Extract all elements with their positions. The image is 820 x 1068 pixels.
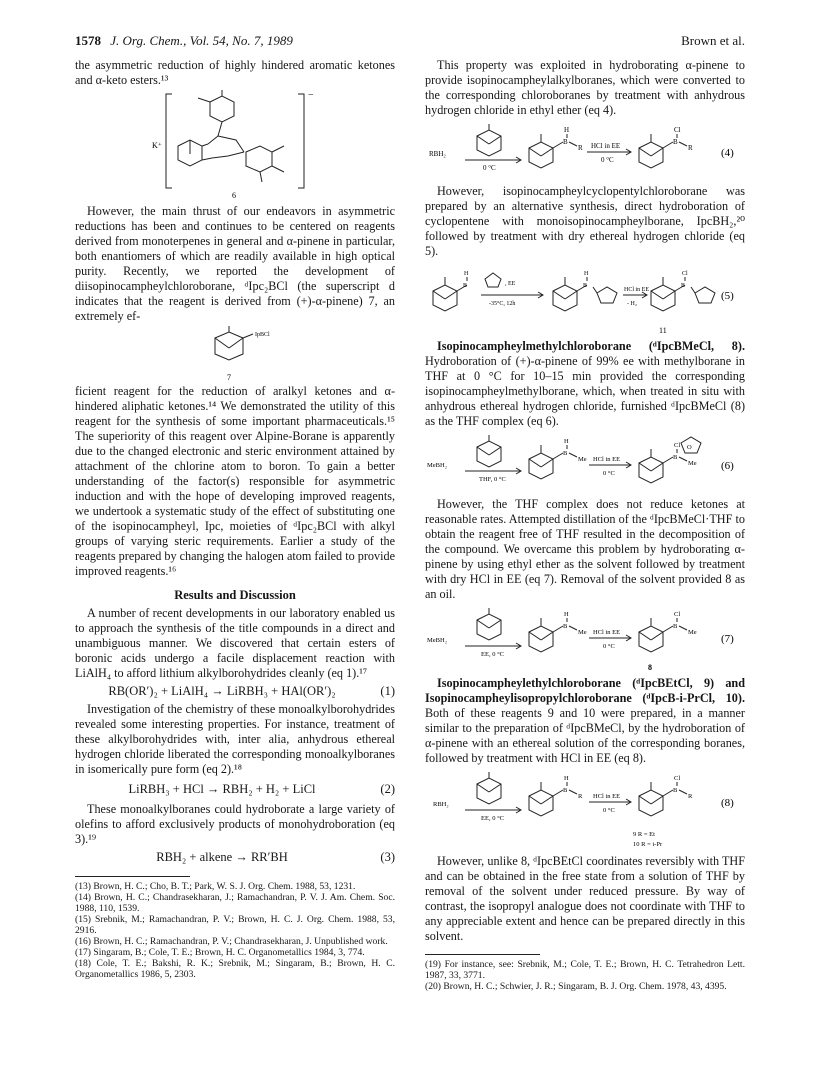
right-paragraph-5: [425, 676, 745, 766]
eq-5-h-label-1: H: [464, 271, 469, 277]
right-paragraph-2: However, isopinocampheylcyclopentylchloroborane was prepared by an alternative synthesis, direct hydroboration of cyclopentene with monoisopinocampheylborane, IpcBH₂,²⁰ followed by treatment with dry ethereal hydrogen chloride (eq 5).: [425, 184, 745, 258]
eq-8-h-label: H: [564, 775, 569, 782]
right-paragraph-5-lead: Isopinocampheylethylchloroborane (ᵈIpcBEtCl, 9) and Isopinocampheylisopropylchloroborane (ᵈIpcB-i-PrCl, 10).: [425, 676, 745, 705]
running-header: [75, 33, 745, 49]
structure-7: [175, 324, 295, 384]
header-left: [75, 33, 293, 49]
eq-5-h-label-2: H: [584, 271, 589, 277]
eq-4-h-label: H: [564, 126, 570, 134]
equation-1-number: (1): [380, 684, 395, 698]
eq-5-b-label-2: B: [583, 283, 588, 289]
eq-7-cl-label: Cl: [674, 611, 681, 618]
left-paragraph-4: A number of recent developments in our laboratory enabled us to approach the synthesis of the title compounds in a direct and unambiguous manner. We discovered that certain esters of boronic acids undergo a facile displacement reaction with LiAlH₄ to afford lithium alkylborohydrides cleanly (eq 1).¹⁷: [75, 606, 395, 680]
right-paragraph-3-lead: Isopinocampheylmethylchloroborane (ᵈIpcBMeCl, 8).: [437, 339, 745, 353]
eq-6-thf-oxygen: O: [687, 444, 692, 451]
left-paragraph-6: These monoalkylboranes could hydroborate a large variety of olefins to afford exclusively products of monohydroboration (eq 3).¹⁹: [75, 802, 395, 846]
eq-7-reagent: MeBH₂: [427, 637, 447, 644]
equation-3-number: (3): [380, 850, 395, 864]
eq-4-r-label-1: R: [578, 144, 583, 152]
eq-8-reagent-2: HCl in EE: [593, 793, 621, 800]
eq-8-compound-10: 10 R = i-Pr: [633, 841, 663, 848]
eq-6-h-label: H: [564, 438, 569, 445]
equation-1-text: RB(OR′)₂ + LiAlH₄ → LiRBH₃ + HAl(OR′)₂: [108, 684, 336, 698]
eq-8-condition-1: EE, 0 °C: [481, 815, 505, 822]
eq-4-b-label-2: B: [673, 138, 678, 146]
equation-2: [75, 781, 395, 798]
left-column: [75, 58, 395, 980]
eq-6-b-label-1: B: [563, 450, 568, 457]
footnote-17: (17) Singaram, B.; Cole, T. E.; Brown, H. C. Organometallics 1984, 3, 774.: [75, 947, 365, 958]
right-paragraph-3-body: Hydroboration of (+)-α-pinene of 99% ee with methylborane in THF at 0 °C for 10–15 min provided the corresponding isopinocampheylmethylborane, which, when treated in situ with anhydrous ethereal hydrogen chloride, furnished ᵈIpcBMeCl (8) as the THF complex (eq 6).: [425, 354, 745, 428]
eq-5-compound-label: 11: [659, 326, 667, 335]
eq-5-condition-1: -35°C, 12h: [489, 301, 516, 307]
structure-6: [150, 88, 320, 200]
eq-4-reagent: RBH₂: [429, 150, 446, 158]
eq-8-cl-label: Cl: [674, 775, 681, 782]
footnote-19: (19) For instance, see: Srebnik, M.; Cole, T. E.; Brown, H. C. Tetrahedron Lett. 1987, 33, 3771.: [425, 959, 745, 981]
eq-6-cl-label: Cl: [674, 442, 681, 449]
eq-7-me-label-1: Me: [578, 629, 587, 636]
eq-5-reagent-2: HCl in EE: [624, 287, 649, 293]
eq-4-condition-1: 0 °C: [483, 164, 496, 172]
eq-5-solvent: , EE: [505, 281, 516, 287]
right-paragraph-6: However, unlike 8, ᵈIpcBEtCl coordinates reversibly with THF and can be obtained in the free state from a solution of THF by removal of the solvent under reduced pressure. By way of contrast, the isopropyl analogue does not coordinate with THF to any appreciable extent and hence can be prepared directly in this solvent.: [425, 854, 745, 943]
eq-5-b-label-3: B: [681, 283, 686, 289]
left-paragraph-5: Investigation of the chemistry of these monoalkylborohydrides revealed some interesting properties. For instance, treatment of these alkylborohydrides with, inter alia, anhydrous ethereal hydrogen chloride liberated the corresponding monoalkylboranes in isomerically pure form (eq 2).¹⁸: [75, 702, 395, 776]
structure-6-potassium: K⁺: [152, 141, 162, 150]
equation-1: [75, 683, 395, 700]
footnote-rule: [75, 876, 190, 877]
eq-6-number: (6): [721, 460, 734, 472]
eq-6-reagent: MeBH₂: [427, 462, 447, 469]
footnote-16: (16) Brown, H. C.; Ramachandran, P. V.; Chandrasekharan, J. Unpublished work.: [75, 936, 388, 947]
right-paragraph-3: [425, 339, 745, 429]
eq-4-reagent-2: HCl in EE: [591, 142, 621, 150]
eq-7-condition-2: 0 °C: [603, 643, 615, 650]
eq-7-compound-label: 8: [648, 663, 652, 672]
eq-8-number: (8): [721, 797, 734, 809]
eq-7-me-label-2: Me: [688, 629, 697, 636]
eq-7-reagent-2: HCl in EE: [593, 629, 621, 636]
page-number: 1578: [75, 33, 101, 48]
footnote-13: (13) Brown, H. C.; Cho, B. T.; Park, W. S. J. Org. Chem. 1988, 53, 1231.: [75, 881, 356, 892]
eq-5-b-label-1: B: [463, 283, 468, 289]
scheme-eq-5: [425, 263, 745, 339]
eq-7-b-label-2: B: [673, 623, 678, 630]
equation-3: [75, 849, 395, 866]
eq-5-cl-label: Cl: [682, 271, 688, 277]
header-authors: Brown et al.: [681, 33, 745, 48]
eq-8-reagent: RBH₂: [433, 801, 449, 808]
eq-4-b-label: B: [563, 138, 568, 146]
eq-8-b-label-1: B: [563, 787, 568, 794]
equation-3-text: RBH₂ + alkene → RR′BH: [156, 850, 288, 864]
eq-4-r-label-2: R: [688, 144, 693, 152]
eq-7-condition-1: EE, 0 °C: [481, 651, 505, 658]
footnote-15: (15) Srebnik, M.; Ramachandran, P. V.; Brown, H. C. J. Org. Chem. 1988, 53, 2916.: [75, 914, 395, 936]
eq-5-condition-2: - H₂: [627, 301, 637, 307]
structure-6-label: 6: [232, 191, 236, 200]
eq-7-number: (7): [721, 633, 734, 645]
equation-2-number: (2): [380, 782, 395, 796]
left-paragraph-3: ficient reagent for the reduction of aralkyl ketones and α-hindered aliphatic ketones.¹⁴ We demonstrated the utility of this reagent for the synthesis of some important pharmaceuticals.¹⁵ The superiority of this reagent over Alpine-Borane is apparently due to the changed electronic and steric environment attained by attachment of the chlorine atom to boron. To gain a better understanding of the factor(s) responsible for asymmetric induction and with the hope of developing improved reagents, we undertook a systematic study of the effect of substituting one of the isopinocampheyl, Ipc, moieties of ᵈIpc₂BCl with alkyl groups of varying steric requirements. Earlier a study of the reagents prepared by changing the halogen atom failed to provide improved reagents.¹⁶: [75, 384, 395, 578]
footnote-20: (20) Brown, H. C.; Schwier, J. R.; Singaram, B. J. Org. Chem. 1978, 43, 4395.: [425, 981, 727, 992]
eq-8-b-label-2: B: [673, 787, 678, 794]
right-column: [425, 58, 745, 992]
right-paragraph-1: This property was exploited in hydroborating α-pinene to provide isopinocampheylalkylboranes, which were converted to the corresponding chloroboranes by treatment with anhydrous hydrogen chloride in ethyl ether (eq 4).: [425, 58, 745, 117]
eq-8-r-label-1: R: [578, 793, 583, 800]
eq-6-condition-1: THF, 0 °C: [479, 476, 506, 483]
section-title: Results and Discussion: [174, 588, 296, 602]
left-paragraph-2: However, the main thrust of our endeavors in asymmetric reductions has been and continues to be centered on reagents derived from monoterpenes in general and α-pinene in particular, both enantiomers of which are readily available in high optical purity. Recently, we reported the development of diisopinocampheylchloroborane, ᵈIpc₂BCl (the superscript d indicates that the reagent is derived from (+)-α-pinene) 7, an extremely ef-: [75, 204, 395, 323]
eq-7-h-label: H: [564, 611, 569, 618]
scheme-eq-6: [425, 433, 745, 497]
right-paragraph-5-body: Both of these reagents 9 and 10 were prepared, in a manner similar to the preparation of ᵈIpcBMeCl, by the hydroboration of α-pinene with an ethereal solution of the corresponding boranes, followed by treatment with HCl in EE (eq 8).: [425, 706, 745, 765]
eq-8-compound-9: 9 R = Et: [633, 831, 655, 838]
eq-8-r-label-2: R: [688, 793, 693, 800]
structure-6-charge: −: [308, 90, 314, 101]
eq-4-number: (4): [721, 147, 734, 159]
scheme-eq-7: [425, 606, 745, 676]
eq-6-condition-2: 0 °C: [603, 470, 615, 477]
scheme-eq-8: [425, 770, 745, 854]
structure-7-group: IpBCl: [255, 332, 270, 338]
eq-5-number: (5): [721, 290, 734, 302]
eq-4-condition-2: 0 °C: [601, 156, 614, 164]
eq-8-condition-2: 0 °C: [603, 807, 615, 814]
eq-6-me-label-2: Me: [688, 460, 697, 467]
eq-6-me-label-1: Me: [578, 456, 587, 463]
eq-4-cl-label: Cl: [674, 126, 681, 134]
structure-7-label: 7: [227, 373, 231, 382]
eq-6-reagent-2: HCl in EE: [593, 456, 621, 463]
eq-7-b-label-1: B: [563, 623, 568, 630]
eq-6-b-label-2: B: [673, 454, 678, 461]
footnote-18: (18) Cole, T. E.; Bakshi, R. K.; Srebnik, M.; Singaram, B.; Brown, H. C. Organometallics 1986, 5, 2303.: [75, 958, 395, 980]
scheme-eq-4: [425, 122, 745, 184]
footnote-rule-right: [425, 954, 540, 955]
journal-citation: J. Org. Chem., Vol. 54, No. 7, 1989: [110, 33, 293, 48]
right-paragraph-4: However, the THF complex does not reduce ketones at reasonable rates. Attempted distillation of the ᵈIpcBMeCl·THF to obtain the reagent free of THF resulted in the decomposition of the compound. We overcame this problem by hydroborating α-pinene by using ethyl ether as the solvent followed by treatment with dry HCl in EE (eq 7). Removal of the solvent provided 8 as an oil.: [425, 497, 745, 601]
footnote-14: (14) Brown, H. C.; Chandrasekharan, J.; Ramachandran, P. V. J. Am. Chem. Soc. 1988, 110, 1539.: [75, 892, 395, 914]
equation-2-text: LiRBH₃ + HCl → RBH₂ + H₂ + LiCl: [128, 782, 316, 796]
left-paragraph-1: the asymmetric reduction of highly hindered aromatic ketones and α-keto esters.¹³: [75, 58, 395, 87]
